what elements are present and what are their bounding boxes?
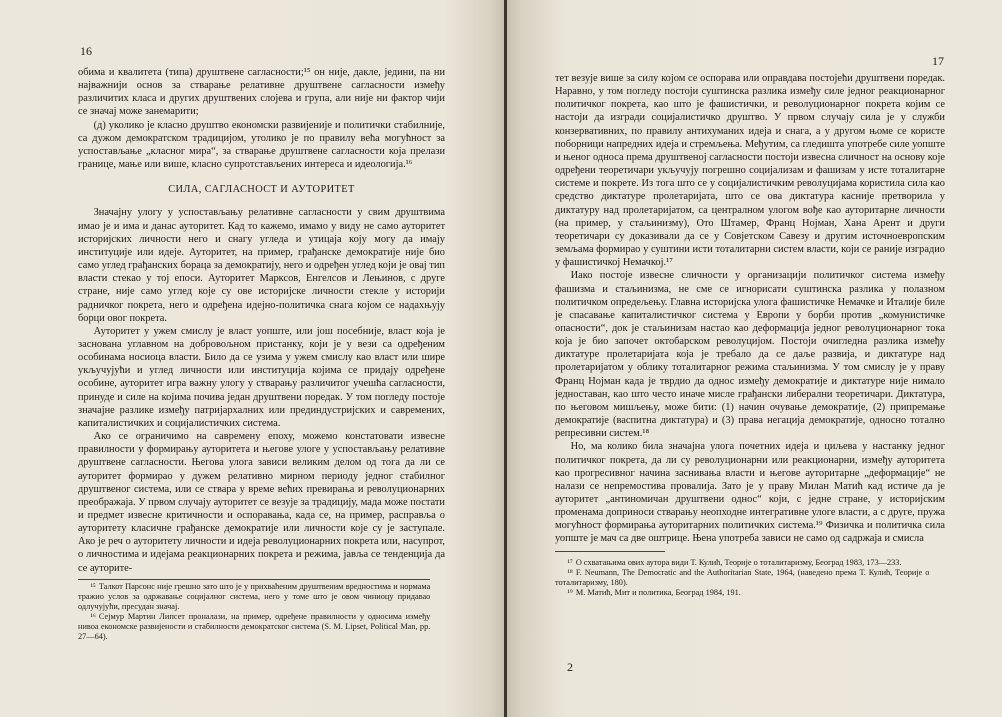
page-number: 17 xyxy=(932,54,944,68)
right-page-body xyxy=(555,72,945,598)
paragraph: обима и квалитета (типа) друштвене сагласности;¹⁵ он није, дакле, једини, па ни најважнији основ за стварање релативне друштвене сагласности између различитих класа и других друштвених слојева и група, али није ни фактор чији се значај може занемарити; xyxy=(78,67,445,118)
footnote: ¹⁸ F. Neumann, The Democratic and the Authoritarian State, 1964, (наведено према Т. Кулић, Теорије о тоталитаризму, 180). xyxy=(555,567,930,587)
footnote: ¹⁶ Сејмур Мартин Липсет проналази, на пример, одређене правилности у односима између нивоа економске развијености и стабилности демократског система (S. M. Lipset, Political Man, pp. 27—64). xyxy=(78,611,431,641)
footnote: ¹⁹ М. Матић, Мит и политика, Београд 1984, 191. xyxy=(567,587,741,597)
footnote-rule xyxy=(555,551,665,552)
paragraph: тет везује више за силу којом се оспорава или оправдава постојећи друштвени поредак. Наравно, у том погледу постоји суштинска разлика између силе једног реакционарног политичког покрета, као што је фашистички, и револуционарног покрета којим се настоји да изгради социјалистичко друштво. У првом случају сила је у служби конзервативних, по правилу антихуманих идеја и снага, а у другом њоме се користе поборници напредних идеја и стремљења. Међутим, са гледишта употребе силе уопште и њеног односа према друштвеној сагласности постоји извесна сличност на основу које одређени теоретичари укључују погрешно социјализам и фашизам у исте тоталитарне системе и покрете. Из тога што се у социјалистичким револуцијама користила сила као средство диктатуре пролетаријата, што се ова диктатура касније претворила у диктатуру над пролетаријатом, са централном улогом вође као ауторитарне личности (на пример, у стаљинизму), Ото Штамер, Франц Нојман, Хана Арент и други теоретичари су доказивали да се у Совјетском Савезу и другим источноевропским земљама формирао у суштини исти тоталитарни систем власти, који се раније изградио у фашистичкој Немачкој.¹⁷ xyxy=(555,73,945,269)
paragraph: Ауторитет у ужем смислу је власт уопште, или још посебније, власт која је заснована углавном на добровољном пристанку, који је у вези са одређеним особинама носиоца власти. Било да се узима у ужем смислу као власт или шире укључујући и углед личности или институција којима се придају одређене особине, ауторитет игра важну улогу у стварању различитог учешћа сагласности, принуде и силе на којима почива један друштвени поредак. У том погледу постоје значајне разлике између патријархалних или прединдустријских и савремених, капиталистичких и социјалистичких система. xyxy=(78,325,445,429)
footnote: ¹⁵ Талкот Парсонс није грешно зато што је у прихваћеним друштвеним вредностима и нормама тражио услов за одржавање социјалног система, него у томе што је овом чиниоцу придавао одлучујући, пресудан значај. xyxy=(78,581,431,611)
paragraph: (д) уколико је класно друштво економски развијеније и политички стабилније, са дужом демократском традицијом, утолико је по правилу већа могућност за успостављање „класног мира“, за стварање друштвене сагласности која прелази границе, мање или више, класно супротстављених интереса и идеологија.¹⁶ xyxy=(78,119,445,171)
paragraph: Но, ма колико била значајна улога почетних идеја и циљева у настанку једног политичког покрета, да ли су револуционарни или реакционарни, између ауторитета као прогресивног начина заснивања власти и његове ауторитарне „деформације“ не налази се непремостива провалија. Зато је у праву Милан Матић кад истиче да је ауторитет „антиномичан друштвени однос“ који, с једне стране, у историјским променама доприноси стварању неопходне интегративне улоге власти, а с друге, пружа могућност формирања ауторитарних политичких система.¹⁹ Физичка и политичка сила уопште је мач са две оштрице. Њена употреба зависи не само од садржаја и смисла xyxy=(555,441,945,545)
paragraph: Иако постоје извесне сличности у организацији политичког система између фашизма и стаљинизма, не сме се игнорисати суштинска разлика у полазном политичком опредељењу. Главна историјска улога фашистичке Немачке и Италије биле је спасавање капиталистичког система у Европи у борби против „комунистичке опасности“, док је стаљинизам настао као деформација једног револуционарног тока која је био започет октобарском револуцијом. Постоји очигледна разлика између диктатуре пролетаријата која је требало да се даље развија, и диктатуре над пролетаријатом у облику тоталитарног режима стаљинизма. У том смислу је у праву Франц Нојман када је тврдио да однос између демократије и диктатуре није нимало једноставан, као што често иначе мисле грађански либерални теоретичари. Диктатура, по његовом мишљењу, може бити: (1) начин очување демократије, (2) припремање демократије (васпитна диктатура) и (3) права негација демократије, односно тотално репресивни систем.¹⁸ xyxy=(555,270,945,440)
right-page xyxy=(507,0,1002,717)
left-page-body xyxy=(78,66,445,642)
footnote: ¹⁷ О схватањима ових аутора види Т. Кулић, Теорије о тоталитаризму, Београд 1983, 173—233. xyxy=(567,557,902,567)
footnotes xyxy=(555,556,929,598)
section-heading: СИЛА, САГЛАСНОСТ И АУТОРИТЕТ xyxy=(168,184,355,196)
signature-mark: 2 xyxy=(567,660,573,674)
paragraph: Значајну улогу у успостављању релативне сагласности у свим друштвима имао је и има и данас ауторитет. Кад то кажемо, имамо у виду не само ауторитет историјских личности него и снагу угледа и утицаја коју могу да имају институције или идеје. Ауторитет, на пример, грађанске демократије није био само углед грађанских бораца за демократију, него и одређен углед који је овај тип власти стекао у тој епоси. Ауторитет Марксов, Енгелсов и Лењинов, с друге стране, није само углед које су ове историјске личности стекле у историји радничког покрета, него и одређена идејно-политичка снага којом се надахњују борци овог покрета. xyxy=(78,207,445,324)
page-number: 16 xyxy=(80,44,92,58)
footnotes xyxy=(78,579,430,642)
paragraph: Ако се ограничимо на савремену епоху, можемо констатовати извесне правилности у формирању ауторитета и његове улоге у успостављању релативне друштвене сагласности. Његова улога зависи великим делом од тога да ли се ауторитет формирао у дужем релативно мирном периоду једног стабилног друштвеног система, или се ствара у време већих превирања и револуционарних преображаја. У првом случају ауторитет се везује за традицију, мада може постати и предмет извесне критичности и оспоравања, када се, на пример, расправља о ауторитету класичне грађанске демократије или личности које су је заступале. Ако је реч о ауторитету личности и идеја револуционарних покрета или, насупрот, о личностима и идејама реакционарних покрета и режима, јавља се тенденција да се ауторите- xyxy=(78,431,445,574)
